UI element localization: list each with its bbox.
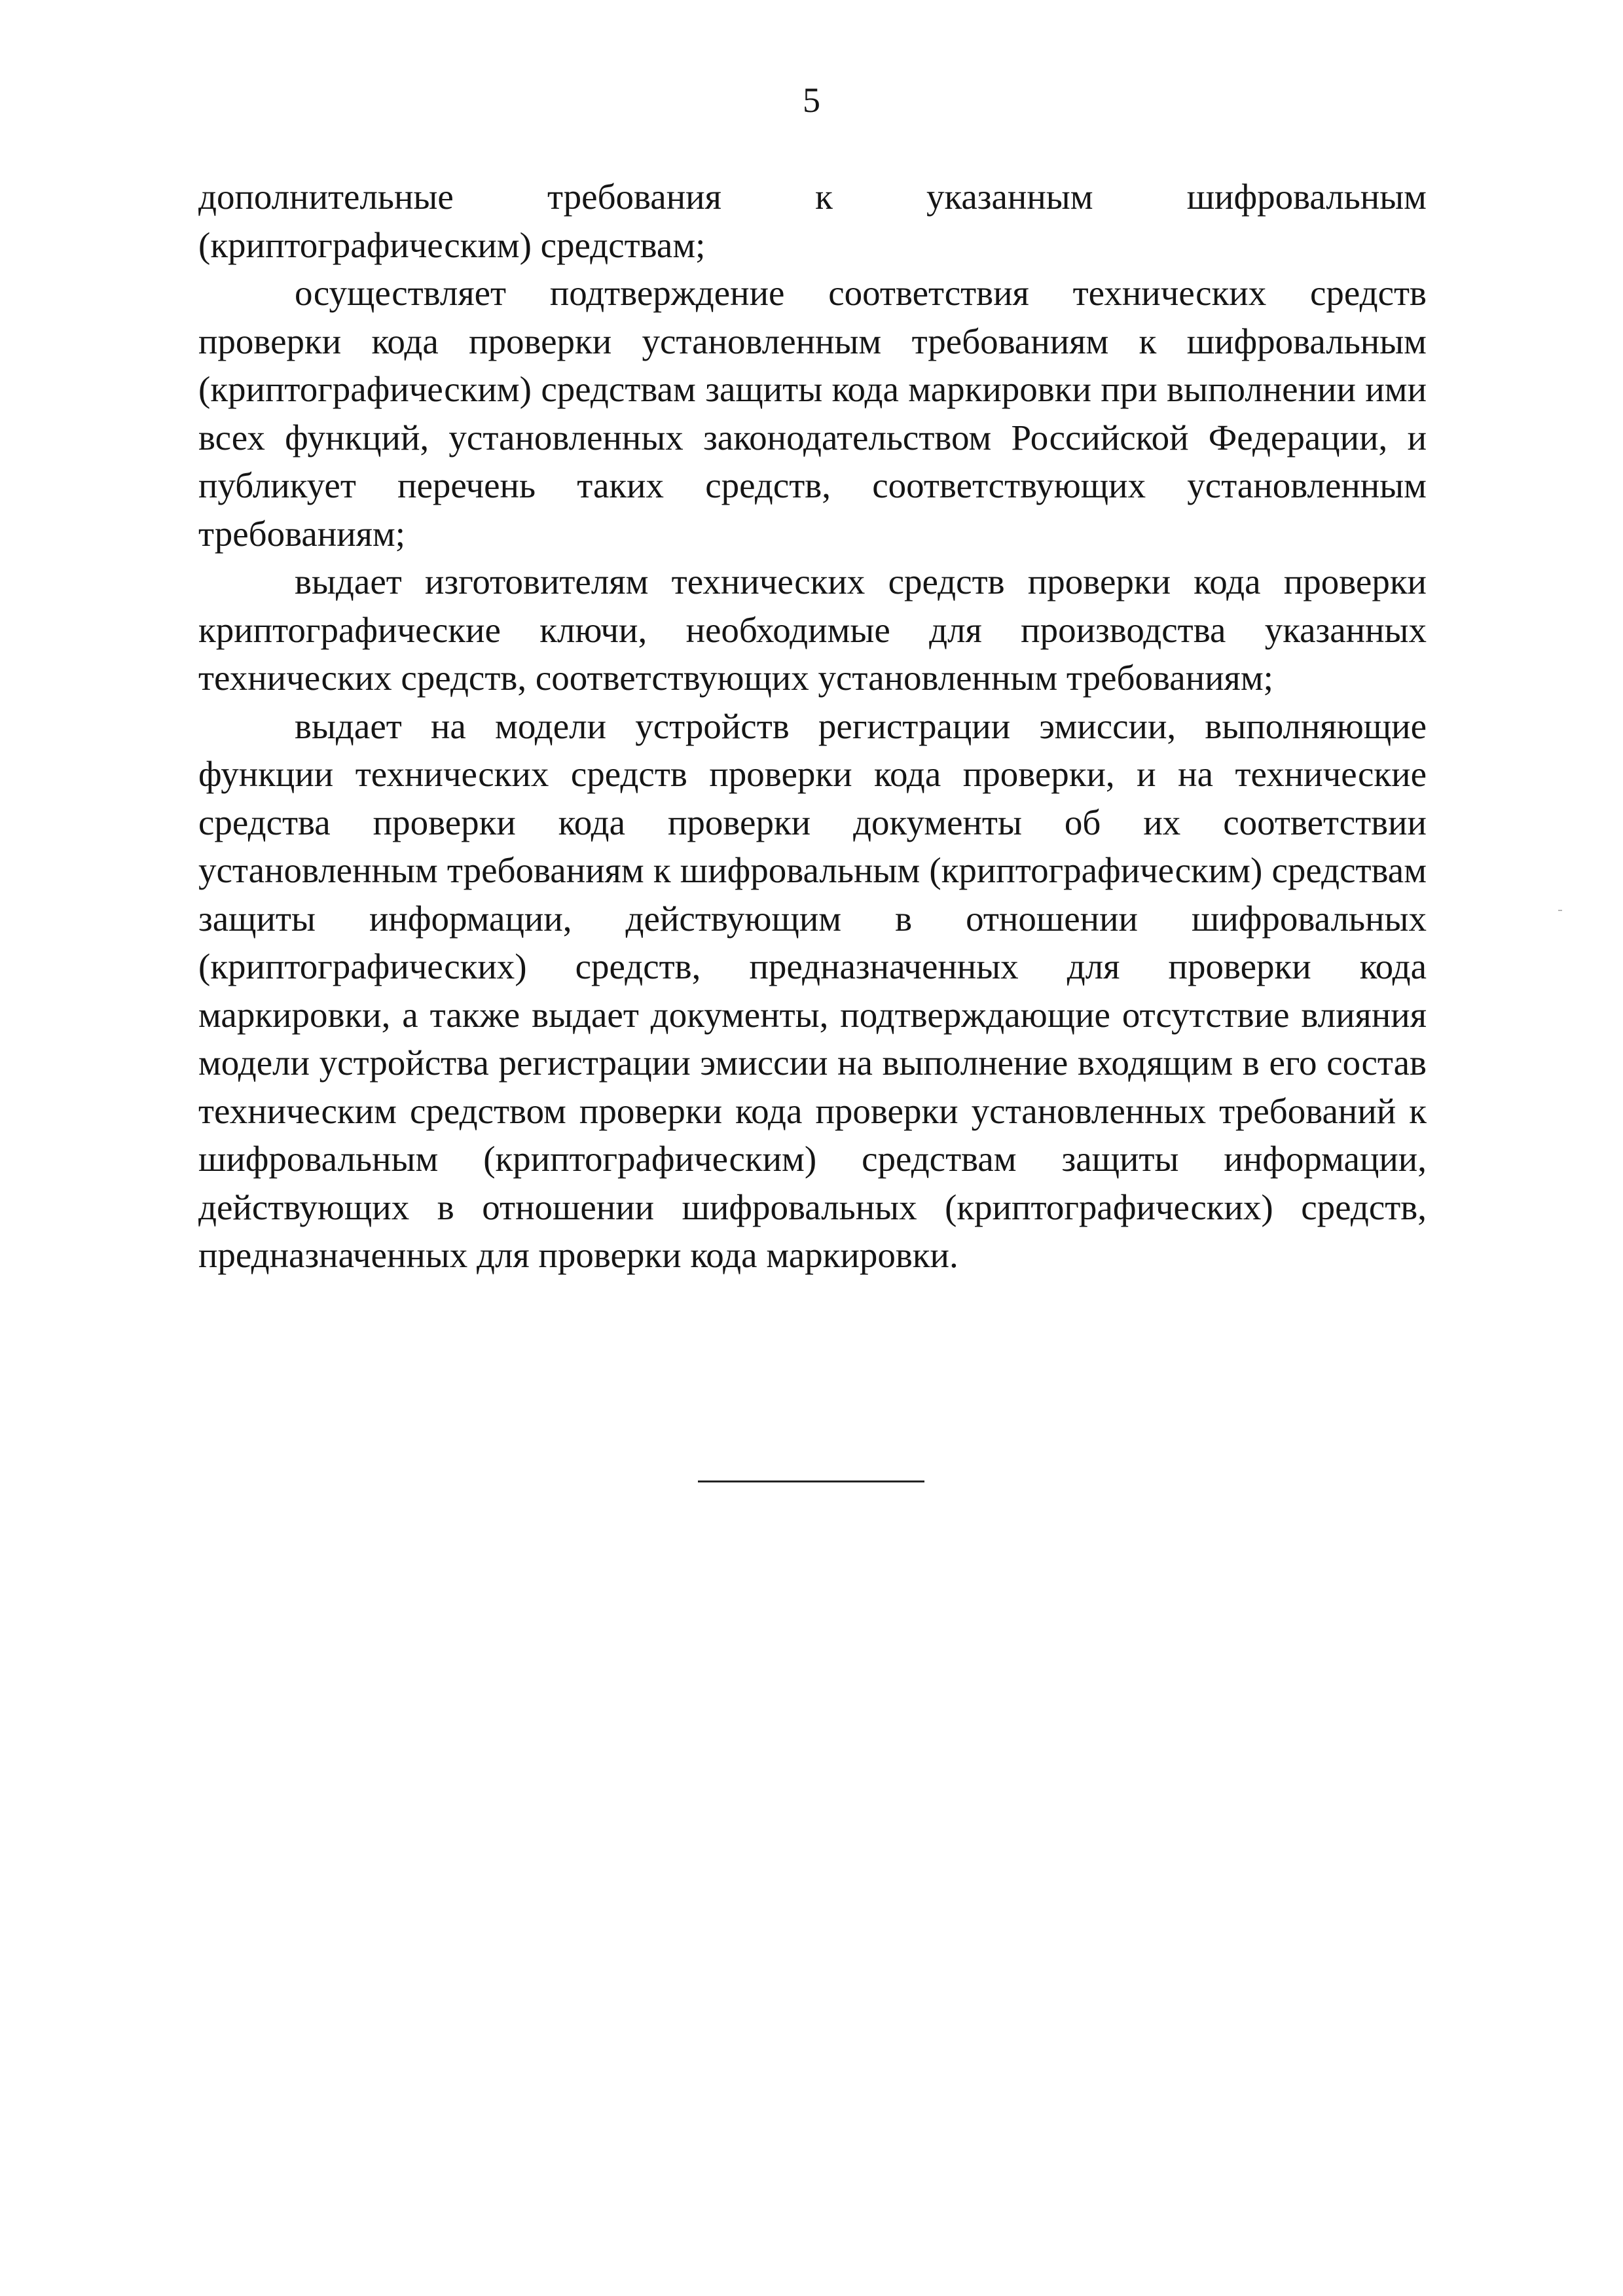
body-text xyxy=(198,173,1427,1280)
scan-margin-mark xyxy=(1558,910,1562,911)
paragraph-conformity-confirmation: осуществляет подтверждение соответствия технических средств проверки кода проверки установленным требованиям к шифровальным (криптографическим) средствам защиты кода маркировки при выполнении ими всех функций, установленных законодательством Российской Федерации, и публикует перечень таких средств, соответствующих установленным требованиям; xyxy=(198,273,1427,554)
paragraph-continuation: дополнительные требования к указанным шифровальным (криптографическим) средствам; xyxy=(198,177,1427,265)
end-of-text-rule xyxy=(698,1480,924,1482)
paragraph-conformity-documents: выдает на модели устройств регистрации эмиссии, выполняющие функции технических средств проверки кода проверки, и на технические средства проверки кода проверки документы об их соответствии установленным требованиям к шифровальным (криптографическим) средствам защиты информации, действующим в отношении шифровальных (криптографических) средств, предназначенных для проверки кода маркировки, а также выдает документы, подтверждающие отсутствие влияния модели устройства регистрации эмиссии на выполнение входящим в его состав техническим средством проверки кода проверки установленных требований к шифровальным (криптографическим) средствам защиты информации, действующих в отношении шифровальных (криптографических) средств, предназначенных для проверки кода маркировки. xyxy=(198,706,1427,1275)
page-number: 5 xyxy=(803,81,820,120)
paragraph-crypto-keys: выдает изготовителям технических средств проверки кода проверки криптографические ключи, необходимые для производства указанных технических средств, соответствующих установленным требованиям; xyxy=(198,562,1427,698)
